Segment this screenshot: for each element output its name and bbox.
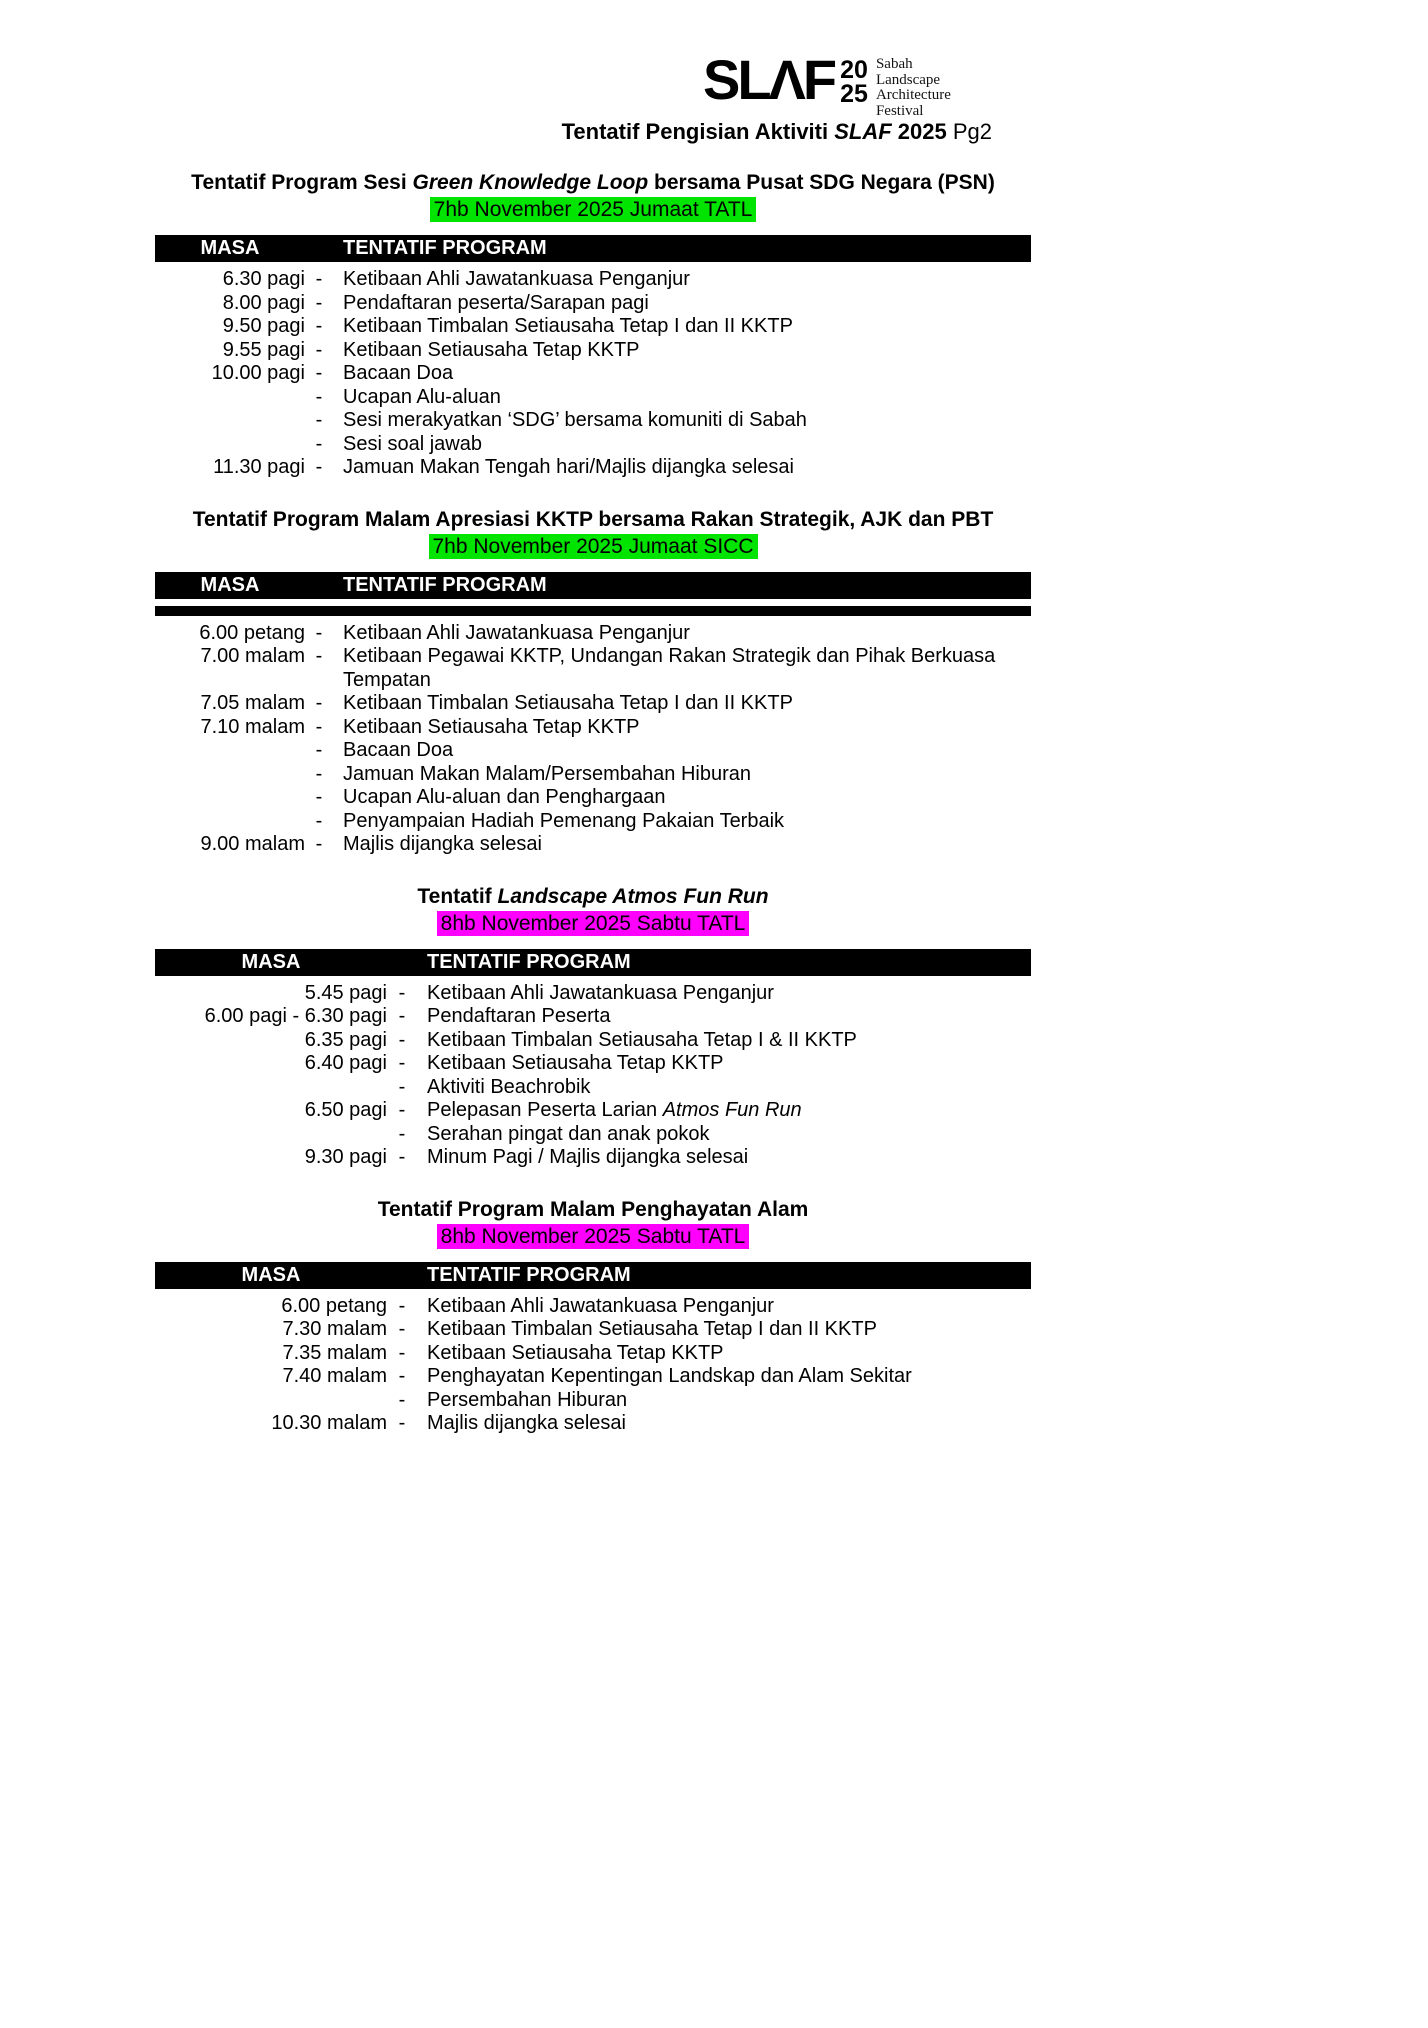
schedule-row: [155, 1005, 1031, 1029]
tagline-line: Festival: [875, 102, 924, 119]
slaf-year: [840, 56, 868, 108]
tagline-line: Landscape: [875, 71, 941, 88]
section-title: [155, 170, 1031, 196]
row-dash: -: [398, 1388, 406, 1411]
row-program: Ketibaan Ahli Jawatankuasa Penganjur: [343, 621, 690, 644]
section-title-italic: Green Knowledge Loop: [412, 171, 649, 194]
row-program: Ucapan Alu-aluan dan Penghargaan: [343, 786, 666, 808]
schedule-row: [155, 362, 1031, 386]
row-program: Serahan pingat dan anak pokok: [427, 1122, 710, 1145]
slaf-year-bottom: 25: [840, 79, 868, 108]
row-program: Pendaftaran Peserta: [427, 1005, 611, 1027]
row-time: 9.55 pagi: [222, 338, 305, 361]
row-dash: -: [315, 692, 323, 714]
row-program: Jamuan Makan Malam/Persembahan Hiburan: [343, 762, 751, 785]
row-program: Aktiviti Beachrobik: [427, 1075, 591, 1098]
row-time: 7.00 malam: [200, 645, 305, 667]
table-header: [155, 235, 1031, 262]
schedule-row: [155, 763, 1031, 787]
section-date-highlight: 7hb November 2025 Jumaat TATL: [430, 197, 757, 222]
row-time: 10.30 malam: [271, 1412, 387, 1434]
row-program: Ucapan Alu-aluan: [343, 385, 501, 408]
row-time: 6.00 petang: [199, 621, 305, 644]
row-time: 6.00 petang: [281, 1294, 387, 1317]
section-malam-penghayatan-alam: [155, 1197, 1031, 1436]
row-dash: -: [398, 1146, 406, 1168]
row-program: Penyampaian Hadiah Pemenang Pakaian Terbaik: [343, 809, 785, 832]
section-title-text: Tentatif: [417, 884, 498, 908]
schedule-row: [155, 433, 1031, 457]
row-dash: -: [398, 1122, 406, 1145]
row-time: [155, 810, 305, 834]
row-program: Bacaan Doa: [343, 739, 454, 761]
page-title-italic: SLAF: [834, 119, 892, 144]
slaf-logo: [703, 48, 951, 119]
section-title-italic: Landscape Atmos Fun Run: [497, 884, 769, 908]
schedule-row: [155, 456, 1031, 480]
row-dash: -: [398, 1028, 406, 1051]
schedule-row: [155, 982, 1031, 1006]
section-title-text: Tentatif Program Malam Apresiasi KKTP bersama Rakan Strategik, AJK dan PBT: [192, 507, 994, 531]
row-program: Sesi soal jawab: [343, 432, 482, 455]
schedule-row: [155, 1029, 1031, 1053]
slaf-wordmark: SLΛF: [703, 48, 835, 111]
row-dash: -: [315, 385, 323, 408]
row-time: 6.35 pagi: [304, 1028, 387, 1051]
schedule-row: [155, 1412, 1031, 1436]
row-program-italic: Atmos Fun Run: [662, 1099, 802, 1121]
row-program: Ketibaan Pegawai KKTP, Undangan Rakan Strategik dan Pihak Berkuasa Tempatan: [343, 645, 996, 691]
row-time: [155, 763, 305, 787]
slaf-year-top: 20: [840, 56, 868, 84]
row-dash: -: [315, 833, 323, 855]
tagline-line: Architecture: [875, 87, 951, 104]
schedule-row: [155, 1052, 1031, 1076]
section-date-highlight: 7hb November 2025 Jumaat SICC: [429, 534, 758, 559]
section-title-text: Tentatif Program Sesi: [191, 171, 413, 194]
row-dash: -: [315, 621, 323, 644]
row-program: Ketibaan Ahli Jawatankuasa Penganjur: [427, 1294, 774, 1317]
schedule-row: [155, 810, 1031, 834]
schedule-row: [155, 315, 1031, 339]
row-time: 6.30 pagi: [222, 268, 305, 290]
schedule-rows: [155, 622, 1031, 857]
row-time: [155, 1123, 387, 1147]
row-program: Ketibaan Ahli Jawatankuasa Penganjur: [343, 268, 690, 290]
section-date-highlight: 8hb November 2025 Sabtu TATL: [437, 911, 750, 936]
row-dash: -: [315, 338, 323, 361]
section-date-highlight: 8hb November 2025 Sabtu TATL: [437, 1224, 750, 1249]
row-program: Majlis dijangka selesai: [427, 1412, 626, 1434]
document-content: [155, 170, 1031, 1463]
table-header-rule: [155, 606, 1031, 616]
row-dash: -: [398, 1318, 406, 1340]
row-dash: -: [315, 786, 323, 808]
row-program: Ketibaan Timbalan Setiausaha Tetap I dan II KKTP: [343, 692, 793, 714]
row-dash: -: [398, 1294, 406, 1317]
row-time: 9.50 pagi: [222, 315, 305, 337]
schedule-row: [155, 833, 1031, 857]
schedule-row: [155, 1123, 1031, 1147]
schedule-rows: [155, 268, 1031, 480]
row-program: Ketibaan Ahli Jawatankuasa Penganjur: [427, 981, 774, 1004]
schedule-row: [155, 786, 1031, 810]
section-title-text: bersama Pusat SDG Negara (PSN): [648, 171, 995, 194]
row-program: Ketibaan Setiausaha Tetap KKTP: [343, 338, 640, 361]
row-program: Minum Pagi / Majlis dijangka selesai: [427, 1146, 749, 1168]
row-time: 8.00 pagi: [222, 291, 305, 314]
row-dash: -: [315, 715, 323, 738]
section-date: [155, 1223, 1031, 1250]
schedule-rows: [155, 982, 1031, 1170]
row-time: 6.40 pagi: [304, 1052, 387, 1074]
section-atmos-fun-run: [155, 884, 1031, 1170]
schedule-row: [155, 1389, 1031, 1413]
schedule-row: [155, 1099, 1031, 1123]
row-time: 10.00 pagi: [211, 362, 305, 384]
row-time: 6.00 pagi - 6.30 pagi: [204, 1005, 387, 1027]
schedule-row: [155, 1146, 1031, 1170]
row-time: [155, 1076, 387, 1100]
row-time: 7.30 malam: [282, 1318, 387, 1340]
row-program: Pelepasan Peserta Larian Atmos Fun Run: [427, 1099, 802, 1121]
row-time: 9.30 pagi: [304, 1146, 387, 1168]
section-date: [155, 910, 1031, 937]
row-time: [155, 386, 305, 410]
row-dash: -: [315, 362, 323, 384]
section-date: [155, 533, 1031, 560]
row-dash: -: [398, 981, 406, 1004]
row-time: 5.45 pagi: [304, 981, 387, 1004]
column-header-program: TENTATIF PROGRAM: [427, 950, 631, 973]
row-dash: -: [315, 409, 323, 431]
row-dash: -: [315, 291, 323, 314]
schedule-row: [155, 645, 1031, 692]
row-time: 7.35 malam: [282, 1341, 387, 1364]
row-program: Ketibaan Timbalan Setiausaha Tetap I dan II KKTP: [343, 315, 793, 337]
column-header-masa: MASA: [200, 237, 260, 259]
tagline-line: Sabah: [875, 56, 913, 72]
column-header-masa: MASA: [241, 1263, 301, 1286]
row-time: 9.00 malam: [200, 833, 305, 855]
row-dash: -: [315, 645, 323, 667]
row-time: [155, 786, 305, 810]
schedule-row: [155, 1295, 1031, 1319]
row-time: [155, 433, 305, 457]
table-header: [155, 1262, 1031, 1289]
schedule-row: [155, 339, 1031, 363]
schedule-row: [155, 622, 1031, 646]
schedule-row: [155, 692, 1031, 716]
row-time: [155, 409, 305, 433]
row-program: Ketibaan Setiausaha Tetap KKTP: [427, 1341, 724, 1364]
column-header-masa: MASA: [241, 950, 301, 973]
row-dash: -: [315, 432, 323, 455]
schedule-row: [155, 1318, 1031, 1342]
row-program: Ketibaan Timbalan Setiausaha Tetap I & II KKTP: [427, 1028, 857, 1051]
row-dash: -: [315, 739, 323, 761]
row-program: Ketibaan Setiausaha Tetap KKTP: [343, 715, 640, 738]
row-program: Majlis dijangka selesai: [343, 833, 542, 855]
row-program: Ketibaan Setiausaha Tetap KKTP: [427, 1052, 724, 1074]
row-dash: -: [315, 315, 323, 337]
row-program: Sesi merakyatkan ‘SDG’ bersama komuniti di Sabah: [343, 409, 807, 431]
row-program: Ketibaan Timbalan Setiausaha Tetap I dan II KKTP: [427, 1318, 877, 1340]
row-dash: -: [315, 456, 323, 478]
schedule-row: [155, 1076, 1031, 1100]
column-header-program: TENTATIF PROGRAM: [343, 573, 547, 596]
page-title: [0, 119, 992, 145]
schedule-row: [155, 409, 1031, 433]
section-date: [155, 196, 1031, 223]
row-dash: -: [315, 809, 323, 832]
row-program: Persembahan Hiburan: [427, 1388, 628, 1411]
row-time: 11.30 pagi: [213, 456, 305, 478]
schedule-row: [155, 386, 1031, 410]
row-dash: -: [398, 1365, 406, 1387]
schedule-row: [155, 1365, 1031, 1389]
page-title-suffix: 2025: [891, 119, 947, 144]
table-header: [155, 572, 1031, 599]
row-time: 7.10 malam: [200, 715, 305, 738]
section-title-text: Tentatif Program Malam Penghayatan Alam: [377, 1197, 809, 1221]
column-header-masa: MASA: [200, 573, 260, 596]
row-dash: -: [398, 1075, 406, 1098]
section-title: [155, 507, 1031, 533]
section-green-knowledge-loop: [155, 170, 1031, 480]
slaf-tagline: [876, 57, 951, 119]
row-time: [155, 1389, 387, 1413]
row-program: Bacaan Doa: [343, 362, 454, 384]
row-dash: -: [315, 762, 323, 785]
row-dash: -: [398, 1099, 406, 1121]
row-program: Jamuan Makan Tengah hari/Majlis dijangka selesai: [343, 456, 794, 478]
section-malam-apresiasi: [155, 507, 1031, 857]
row-program: Penghayatan Kepentingan Landskap dan Alam Sekitar: [427, 1365, 912, 1387]
schedule-rows: [155, 1295, 1031, 1436]
schedule-row: [155, 1342, 1031, 1366]
row-dash: -: [315, 268, 323, 290]
column-header-program: TENTATIF PROGRAM: [343, 237, 547, 259]
page-number: Pg2: [946, 119, 992, 144]
row-dash: -: [398, 1412, 406, 1434]
row-time: 7.40 malam: [282, 1365, 387, 1387]
row-dash: -: [398, 1005, 406, 1027]
schedule-row: [155, 716, 1031, 740]
column-header-program: TENTATIF PROGRAM: [427, 1263, 631, 1286]
row-dash: -: [398, 1341, 406, 1364]
section-title: [155, 884, 1031, 910]
section-title: [155, 1197, 1031, 1223]
row-time: [155, 739, 305, 763]
table-header: [155, 949, 1031, 976]
row-time: 7.05 malam: [200, 692, 305, 714]
page-title-prefix: Tentatif Pengisian Aktiviti: [561, 119, 835, 144]
row-program: Pendaftaran peserta/Sarapan pagi: [343, 291, 649, 314]
schedule-row: [155, 739, 1031, 763]
schedule-row: [155, 292, 1031, 316]
schedule-row: [155, 268, 1031, 292]
row-time: 6.50 pagi: [304, 1099, 387, 1121]
row-dash: -: [398, 1052, 406, 1074]
